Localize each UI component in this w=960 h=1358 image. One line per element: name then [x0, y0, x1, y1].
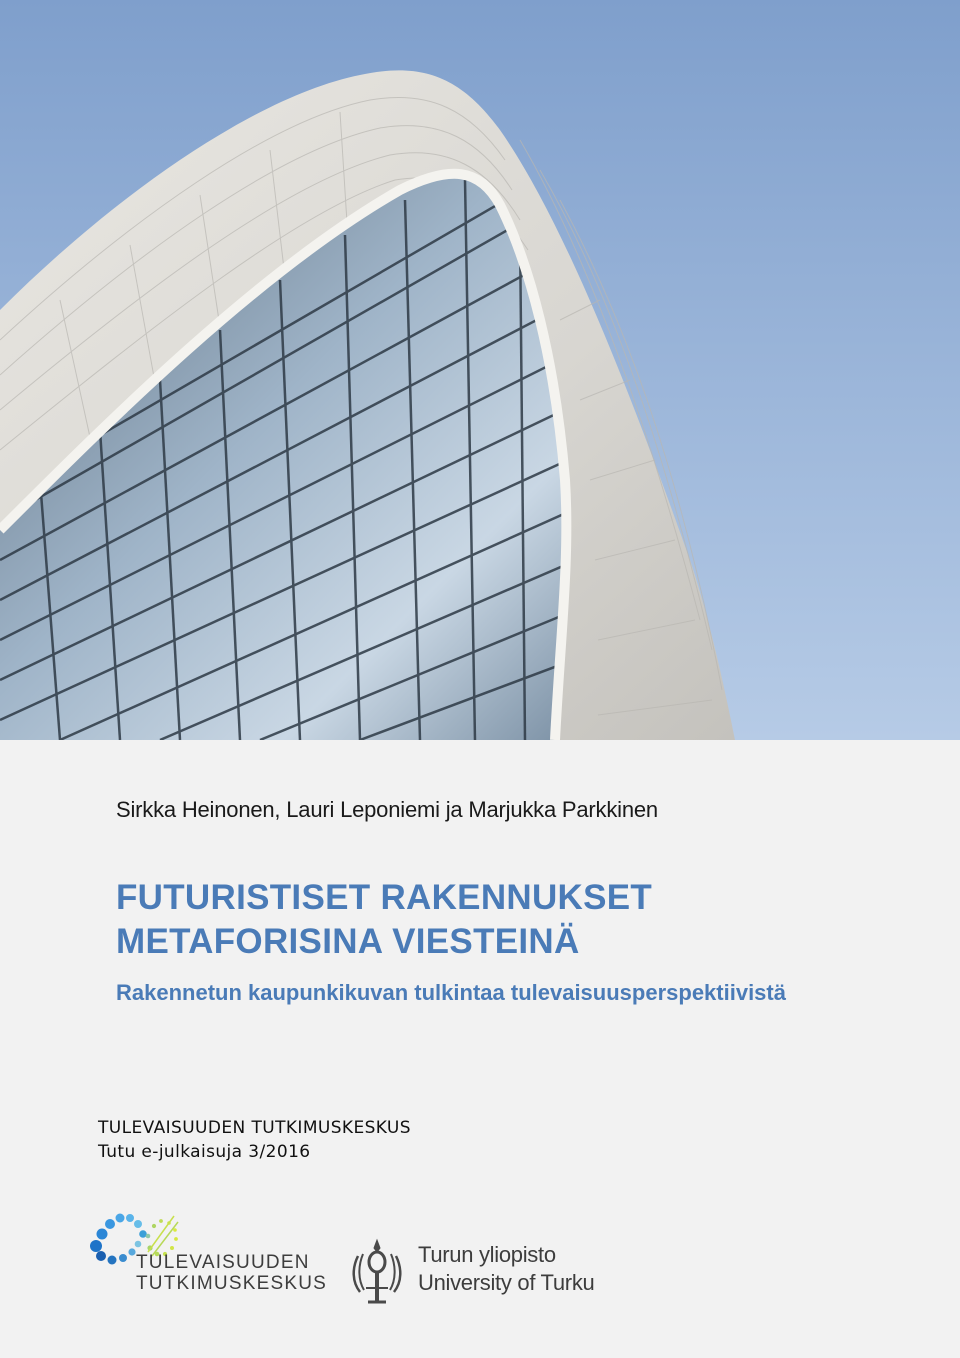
university-logo-text	[418, 1241, 594, 1297]
university-logo-line-2: University of Turku	[418, 1270, 595, 1295]
university-emblem-icon	[346, 1238, 408, 1308]
document-subtitle: Rakennetun kaupunkikuvan tulkintaa tulevaisuusperspektiivistä	[116, 980, 786, 1005]
title-line-1: FUTURISTISET RAKENNUKSET	[116, 878, 653, 917]
futures-centre-logo-line-1: TULEVAISUUDEN	[136, 1252, 310, 1273]
futures-centre-logo-line-2: TUTKIMUSKESKUS	[136, 1273, 327, 1294]
authors: Sirkka Heinonen, Lauri Leponiemi ja Marjukka Parkkinen	[116, 797, 658, 822]
document-title	[116, 876, 652, 964]
university-logo-line-1: Turun yliopisto	[418, 1242, 556, 1267]
university-of-turku-logo	[346, 1238, 606, 1310]
futures-centre-logo-text	[136, 1252, 327, 1294]
title-line-2: METAFORISINA VIESTEINÄ	[116, 922, 580, 961]
futures-research-centre-logo	[88, 1208, 328, 1304]
publication-series: Tutu e-julkaisuja 3/2016	[98, 1142, 311, 1162]
publisher-name: TULEVAISUUDEN TUTKIMUSKESKUS	[98, 1118, 411, 1138]
publisher-block	[98, 1116, 411, 1164]
